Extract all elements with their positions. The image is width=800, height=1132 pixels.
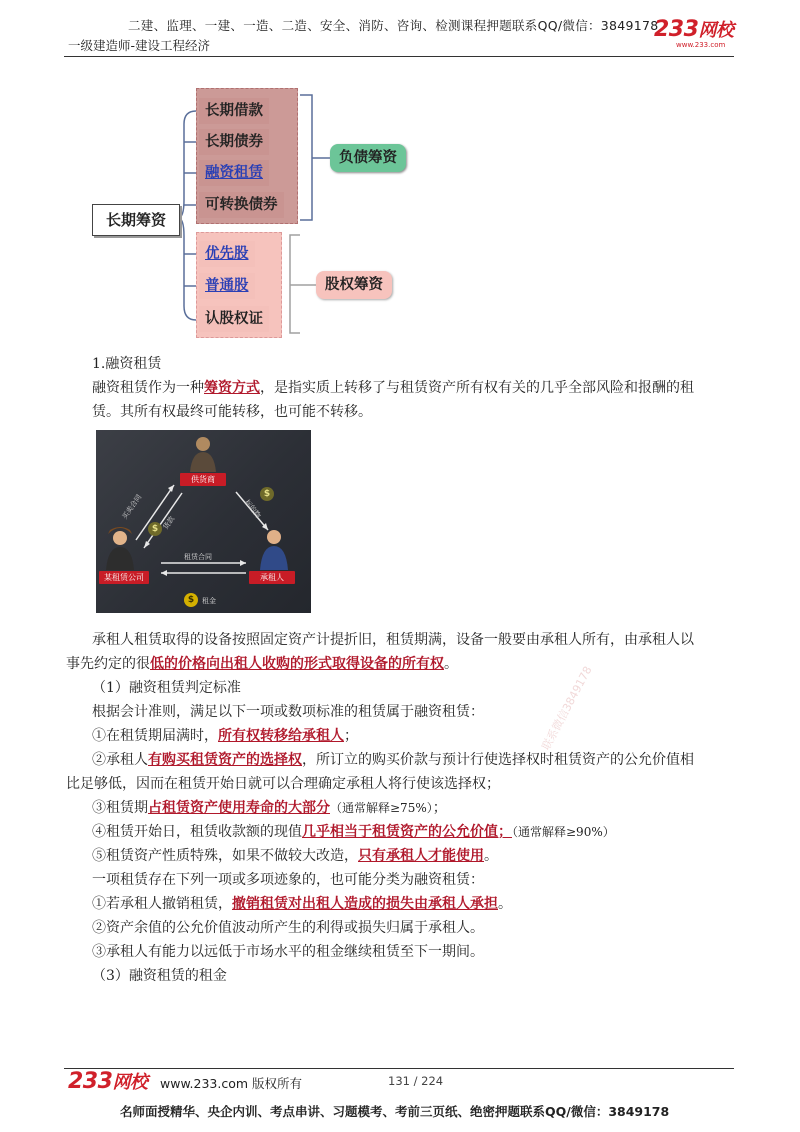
rent-coin-icon: $ bbox=[184, 593, 198, 607]
supplier-person bbox=[190, 437, 216, 472]
payment-coin-icon: $ bbox=[148, 522, 162, 536]
highlight-financing-method: 筹资方式 bbox=[204, 380, 260, 396]
equity-item-warrant: 认股权证 bbox=[199, 306, 269, 332]
highlight-criterion-4: 几乎相当于租赁资产的公允价值； bbox=[302, 824, 512, 840]
section-title: 1.融资租赁 bbox=[92, 356, 162, 372]
logo-text: 网校 bbox=[698, 20, 734, 41]
subheading-rent: （3）融资租赁的租金 bbox=[92, 968, 227, 984]
debt-item-long-loan: 长期借款 bbox=[199, 98, 269, 124]
footer-logo-text: 网校 bbox=[112, 1072, 148, 1093]
highlight-ownership: 低的价格向出租人收购的形式取得设备的所有权 bbox=[150, 656, 444, 672]
paragraph-1-line-2: 赁。其所有权最终可能转移，也可能不转移。 bbox=[92, 404, 372, 420]
criterion-2-line-1: ②承租人有购买租赁资产的选择权，所订立的购买价款与预计行使选择权时租赁资产的公允价值相 bbox=[92, 752, 694, 768]
highlight-criterion-5: 只有承租人才能使用 bbox=[358, 848, 484, 864]
highlight-criterion-3: 占租赁资产使用寿命的大部分 bbox=[148, 800, 330, 816]
paragraph-3: 根据会计准则，满足以下一项或数项标准的租赁属于融资租赁： bbox=[92, 704, 484, 720]
criterion-2-line-2: 比足够低，因而在租赁开始日就可以合理确定承租人将行使该选择权； bbox=[66, 776, 500, 792]
debt-item-finance-lease[interactable]: 融资租赁 bbox=[199, 160, 269, 186]
footer-logo-number: 233 bbox=[68, 1069, 113, 1094]
delivery-text: 标的物 bbox=[242, 498, 263, 520]
subheading-criteria: （1）融资租赁判定标准 bbox=[92, 680, 241, 696]
diagram-root: 长期筹资 bbox=[92, 204, 180, 236]
criterion-1: ①在租赁期届满时，所有权转移给承租人； bbox=[92, 728, 358, 744]
footer-divider bbox=[64, 1068, 734, 1069]
lessee-person bbox=[260, 530, 288, 570]
illustration-arrows bbox=[96, 430, 311, 613]
highlight-indicator-1: 撤销租赁对出租人造成的损失由承租人承担 bbox=[232, 896, 498, 912]
lessor-person bbox=[106, 527, 134, 570]
logo-url: www.233.com bbox=[676, 41, 726, 49]
debt-item-long-bond: 长期债券 bbox=[199, 129, 269, 155]
indicator-3: ③承租人有能力以远低于市场水平的租金继续租赁至下一期间。 bbox=[92, 944, 484, 960]
debt-item-convertible-bond: 可转换债券 bbox=[199, 192, 284, 218]
lessee-label: 承租人 bbox=[249, 571, 295, 584]
highlight-criterion-1: 所有权转移给承租人 bbox=[218, 728, 344, 744]
header-subject: 一级建造师-建设工程经济 bbox=[68, 38, 211, 53]
footer-promo: 名师面授精华、央企内训、考点串讲、习题模考、考前三页纸、绝密押题联系QQ/微信：3849178 bbox=[120, 1104, 670, 1119]
paragraph-2-line-1: 承租人租赁取得的设备按照固定资产计提折旧，租赁期满，设备一般要由承租人所有，由承租人以 bbox=[92, 632, 694, 648]
rent-text: 租金 bbox=[202, 597, 216, 605]
criterion-5: ⑤租赁资产性质特殊，如果不做较大改造，只有承租人才能使用。 bbox=[92, 848, 498, 864]
equity-item-preferred[interactable]: 优先股 bbox=[199, 241, 255, 267]
indicator-2: ②资产余值的公允价值波动所产生的利得或损失归属于承租人。 bbox=[92, 920, 484, 936]
equity-item-common[interactable]: 普通股 bbox=[199, 273, 255, 299]
criterion-3: ③租赁期占租赁资产使用寿命的大部分（通常解释≥75%）； bbox=[92, 800, 447, 816]
lease-contract-text: 租赁合同 bbox=[184, 553, 212, 561]
lessor-label: 某租赁公司 bbox=[99, 571, 149, 584]
criterion-4: ④租赁开始日，租赁收款额的现值几乎相当于租赁资产的公允价值；（通常解释≥90%） bbox=[92, 824, 615, 840]
delivery-coin-icon: $ bbox=[260, 487, 274, 501]
page-number: 131 / 224 bbox=[388, 1074, 444, 1088]
payment-text: 货款 bbox=[161, 514, 177, 532]
paragraph-1-line-1: 融资租赁作为一种筹资方式，是指实质上转移了与租赁资产所有权有关的几乎全部风险和报酬的租 bbox=[92, 380, 694, 396]
equity-financing-label: 股权筹资 bbox=[316, 271, 392, 299]
paragraph-4: 一项租赁存在下列一项或多项迹象的，也可能分类为融资租赁： bbox=[92, 872, 484, 888]
footer-copyright: www.233.com 版权所有 bbox=[160, 1076, 302, 1091]
indicator-1: ①若承租人撤销租赁，撤销租赁对出租人造成的损失由承租人承担。 bbox=[92, 896, 512, 912]
lease-illustration bbox=[96, 430, 311, 613]
watermark: 联系微信3849178 bbox=[539, 664, 595, 753]
debt-financing-label: 负债筹资 bbox=[330, 144, 406, 172]
paragraph-2-line-2: 事先约定的很低的价格向出租人收购的形式取得设备的所有权。 bbox=[66, 656, 458, 672]
logo-number: 233 bbox=[654, 17, 699, 42]
highlight-criterion-2: 有购买租赁资产的选择权 bbox=[148, 752, 302, 768]
footer-logo bbox=[68, 1068, 147, 1094]
buy-contract-text: 买卖合同 bbox=[120, 493, 144, 521]
header-promo: 二建、监理、一建、一造、二造、安全、消防、咨询、检测课程押题联系QQ/微信：3849178 bbox=[128, 18, 659, 33]
supplier-label: 供货商 bbox=[180, 473, 226, 486]
